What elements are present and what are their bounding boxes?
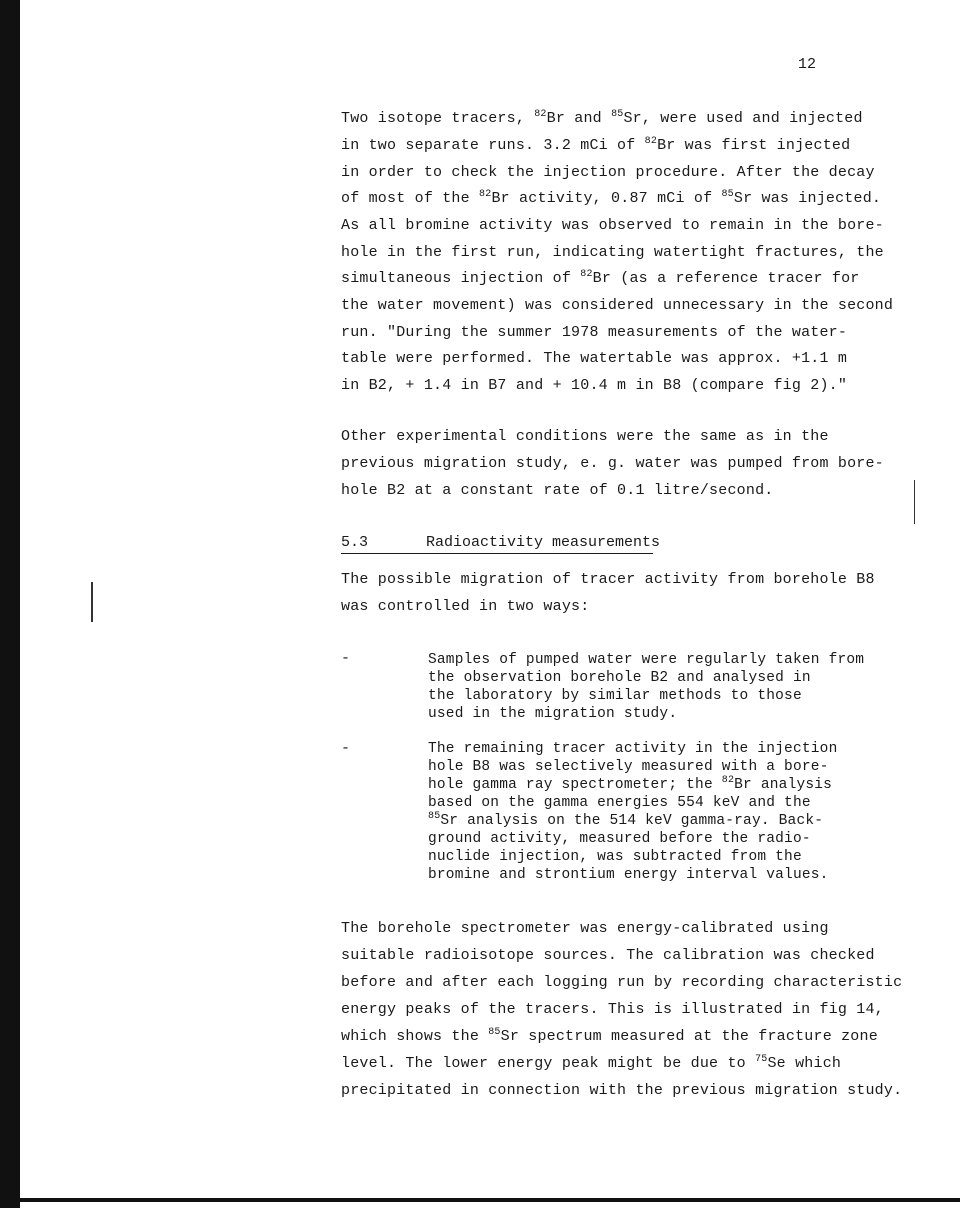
section-title: Radioactivity measurements <box>426 534 661 551</box>
text-line: The remaining tracer activity in the injection <box>428 741 838 757</box>
text-line: ground activity, measured before the radio- <box>428 831 811 847</box>
text-line: hole B2 at a constant rate of 0.1 litre/second. <box>341 482 774 499</box>
text-line: used in the migration study. <box>428 706 678 722</box>
text-line: previous migration study, e. g. water was pumped from bore- <box>341 455 884 472</box>
text-line: which shows the $^{85}$Sr spectrum measured at the fracture zone <box>341 1027 878 1045</box>
text-line: based on the gamma energies 554 keV and the <box>428 795 811 811</box>
text-line: suitable radioisotope sources. The calibration was checked <box>341 947 875 964</box>
text-line: As all bromine activity was observed to remain in the bore- <box>341 217 884 234</box>
text-line: hole gamma ray spectrometer; the $^{82}$Br analysis <box>428 775 833 793</box>
text-line: Two isotope tracers, $^{82}$Br and $^{85}$Sr, were used and injected <box>341 109 863 127</box>
text-line: in order to check the injection procedure. After the decay <box>341 164 875 181</box>
text-line: run. "During the summer 1978 measurements of the water- <box>341 324 848 341</box>
text-line: level. The lower energy peak might be due to $^{75}$Se which <box>341 1054 842 1072</box>
text-line: the laboratory by similar methods to those <box>428 688 802 704</box>
text-line: in two separate runs. 3.2 mCi of $^{82}$Br was first injected <box>341 136 851 154</box>
scan-mark-left <box>91 582 93 622</box>
text-line: bromine and strontium energy interval values. <box>428 867 829 883</box>
text-line: hole B8 was selectively measured with a bore- <box>428 759 829 775</box>
scan-edge-bottom <box>0 1198 960 1202</box>
text-line: Samples of pumped water were regularly taken from <box>428 652 865 668</box>
text-line: simultaneous injection of $^{82}$Br (as a reference tracer for <box>341 269 860 287</box>
text-line: before and after each logging run by recording characteristic <box>341 974 903 991</box>
text-line: was controlled in two ways: <box>341 598 590 615</box>
text-line: the observation borehole B2 and analysed in <box>428 670 811 686</box>
text-line: table were performed. The watertable was approx. +1.1 m <box>341 350 848 367</box>
text-line: The possible migration of tracer activity from borehole B8 <box>341 571 875 588</box>
text-line: $^{85}$Sr analysis on the 514 keV gamma-ray. Back- <box>428 811 824 829</box>
section-underline <box>341 553 653 554</box>
text-line: Other experimental conditions were the same as in the <box>341 428 829 445</box>
page-number: 12 <box>798 56 817 73</box>
list-bullet: - <box>341 650 351 667</box>
scan-mark-right <box>914 480 915 524</box>
text-line: The borehole spectrometer was energy-calibrated using <box>341 920 829 937</box>
text-line: nuclide injection, was subtracted from the <box>428 849 802 865</box>
text-line: of most of the $^{82}$Br activity, 0.87 mCi of $^{85}$Sr was injected. <box>341 189 882 207</box>
section-number: 5.3 <box>341 534 369 551</box>
text-line: precipitated in connection with the previous migration study. <box>341 1082 903 1099</box>
list-bullet: - <box>341 740 351 757</box>
text-line: hole in the first run, indicating watertight fractures, the <box>341 244 884 261</box>
text-line: the water movement) was considered unnecessary in the second <box>341 297 894 314</box>
text-line: energy peaks of the tracers. This is illustrated in fig 14, <box>341 1001 884 1018</box>
scan-edge-left <box>0 0 20 1208</box>
text-line: in B2, + 1.4 in B7 and + 10.4 m in B8 (compare fig 2)." <box>341 377 848 394</box>
